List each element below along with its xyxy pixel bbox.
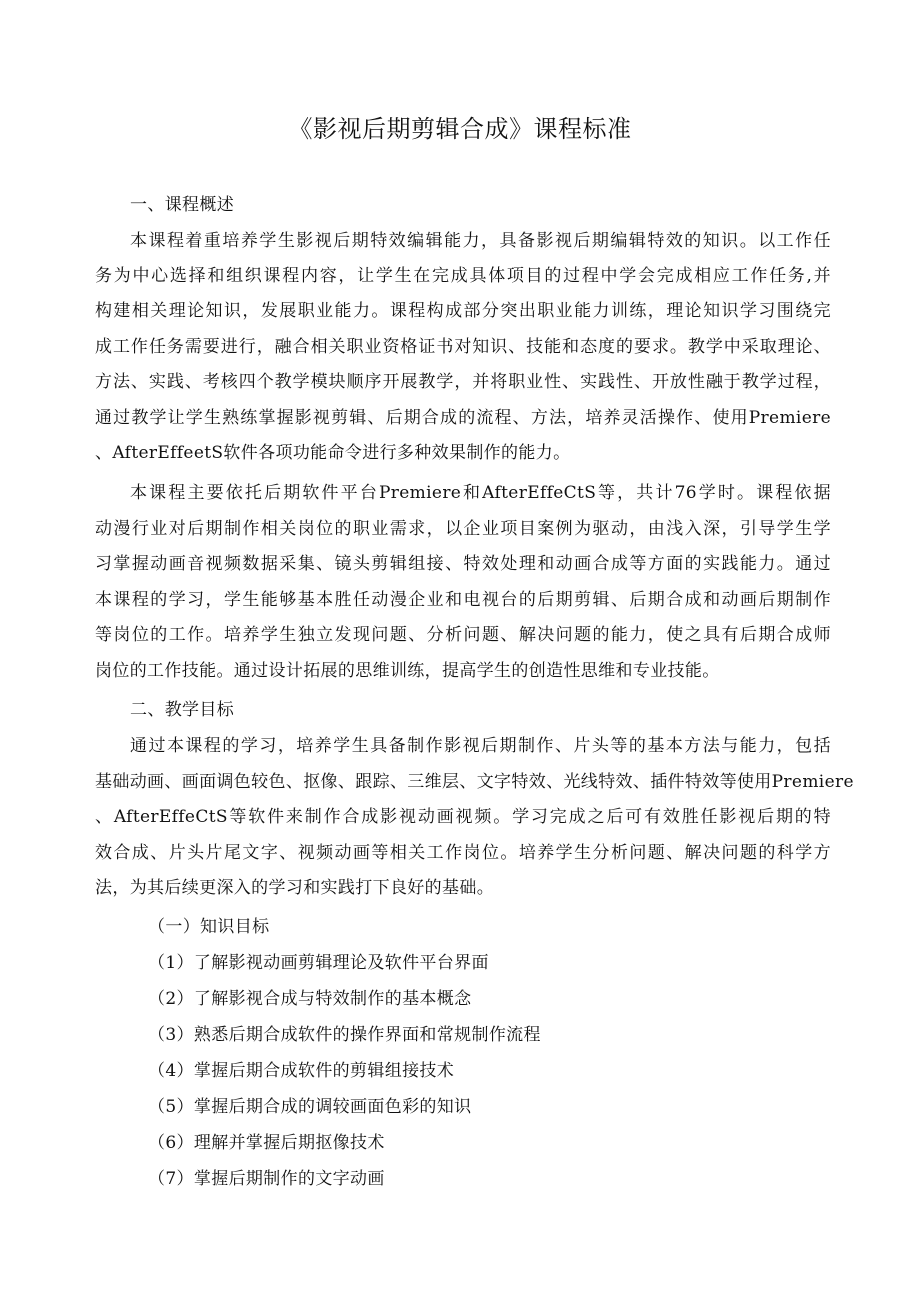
- paragraph-line: 构建相关理论知识，发展职业能力。课程构成部分突出职业能力训练，理论知识学习围绕完: [95, 301, 831, 321]
- list-item: （7）掌握后期制作的文字动画: [148, 1169, 385, 1189]
- paragraph-line: 本课程主要依托后期软件平台Premiere和AfterEffeCtS等，共计76学时。课程依据: [130, 483, 831, 503]
- paragraph-line: 通过本课程的学习，培养学生具备制作影视后期制作、片头等的基本方法与能力，包括: [130, 736, 831, 756]
- list-item: （6）理解并掌握后期抠像技术: [148, 1133, 385, 1153]
- section-heading-objectives: 二、教学目标: [130, 700, 235, 720]
- paragraph-line: 法，为其后续更深入的学习和实践打下良好的基础。: [95, 878, 495, 898]
- list-item: （4）掌握后期合成软件的剪辑组接技术: [148, 1061, 455, 1081]
- paragraph-line: 等岗位的工作。培养学生独立发现问题、分析问题、解决问题的能力，使之具有后期合成师: [95, 625, 831, 645]
- paragraph-line: 方法、实践、考核四个教学模块顺序开展教学，并将职业性、实践性、开放性融于教学过程，: [95, 372, 831, 392]
- document-title: 《影视后期剪辑合成》课程标准: [288, 115, 632, 143]
- section-heading-overview: 一、课程概述: [130, 195, 235, 215]
- paragraph-line: 本课程着重培养学生影视后期特效编辑能力，具备影视后期编辑特效的知识。以工作任: [130, 231, 831, 251]
- subsection-heading-knowledge: （一）知识目标: [148, 917, 270, 937]
- paragraph-line: 基础动画、画面调色较色、抠像、跟踪、三维层、文字特效、光线特效、插件特效等使用Premiere: [95, 772, 854, 792]
- paragraph-line: 务为中心选择和组织课程内容，让学生在完成具体项目的过程中学会完成相应工作任务,并: [95, 266, 831, 286]
- paragraph-line: 效合成、片头片尾文字、视频动画等相关工作岗位。培养学生分析问题、解决问题的科学方: [95, 843, 831, 863]
- list-item: （2）了解影视合成与特效制作的基本概念: [148, 989, 472, 1009]
- paragraph-line: 本课程的学习，学生能够基本胜任动漫企业和电视台的后期剪辑、后期合成和动画后期制作: [95, 590, 831, 610]
- list-item: （1）了解影视动画剪辑理论及软件平台界面: [148, 953, 489, 973]
- paragraph-line: 、AfterEffeetS软件各项功能命令进行多种效果制作的能力。: [95, 443, 571, 463]
- paragraph-line: 习掌握动画音视频数据采集、镜头剪辑组接、特效处理和动画合成等方面的实践能力。通过: [95, 554, 831, 574]
- paragraph-line: 动漫行业对后期制作相关岗位的职业需求，以企业项目案例为驱动，由浅入深，引导学生学: [95, 519, 831, 539]
- list-item: （5）掌握后期合成的调较画面色彩的知识: [148, 1097, 472, 1117]
- paragraph-line: 、AfterEffeCtS等软件来制作合成影视动画视频。学习完成之后可有效胜任影视后期的特: [95, 807, 831, 827]
- list-item: （3）熟悉后期合成软件的操作界面和常规制作流程: [148, 1025, 541, 1045]
- paragraph-line: 成工作任务需要进行，融合相关职业资格证书对知识、技能和态度的要求。教学中采取理论、: [95, 337, 831, 357]
- paragraph-line: 通过教学让学生熟练掌握影视剪辑、后期合成的流程、方法，培养灵活操作、使用Premiere: [95, 408, 831, 428]
- paragraph-line: 岗位的工作技能。通过设计拓展的思维训练，提高学生的创造性思维和专业技能。: [95, 661, 720, 681]
